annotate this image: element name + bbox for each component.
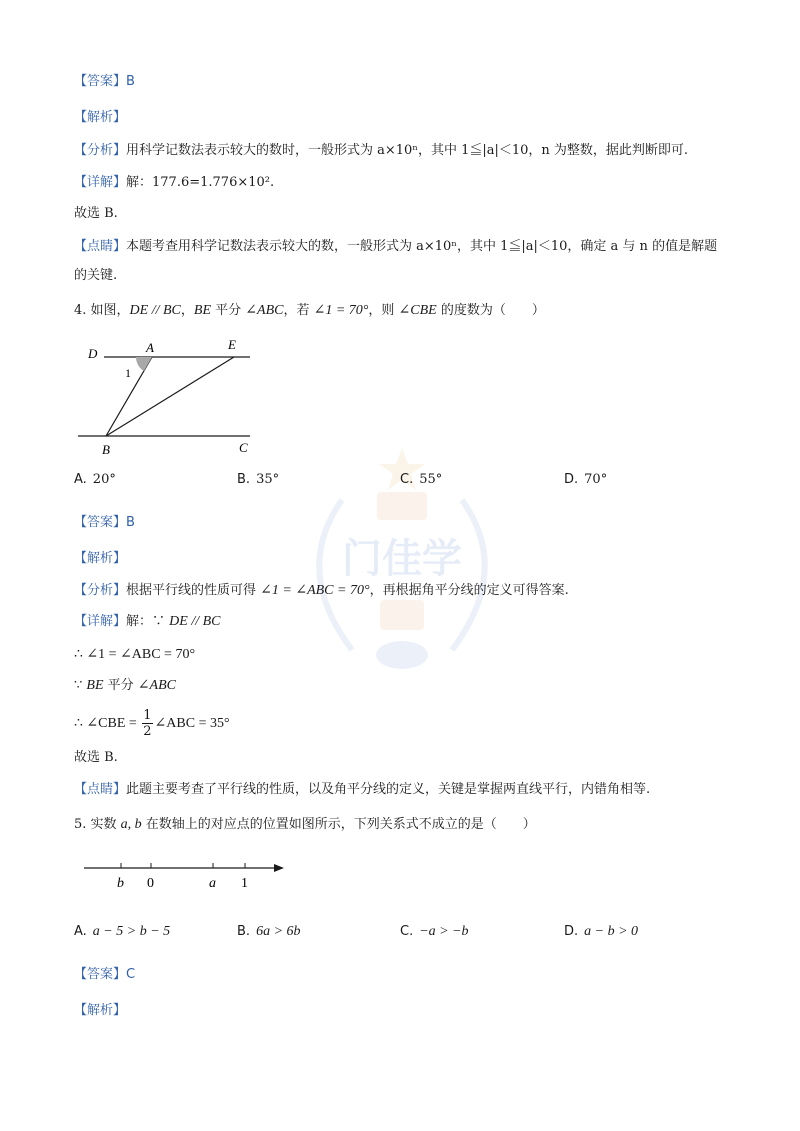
q4-fenxi-line bbox=[74, 581, 569, 601]
q3-detail-line bbox=[74, 173, 274, 193]
fenxi-pre: 根据平行线的性质可得 bbox=[126, 583, 261, 598]
label-c: C bbox=[239, 440, 248, 455]
detail-text: 解：∵ bbox=[126, 614, 170, 629]
step2-math-abc: ∠ABC bbox=[137, 678, 176, 693]
q4-step-1: ∴ ∠1 = ∠ABC = 70° bbox=[74, 647, 196, 662]
answer-value: B bbox=[126, 74, 135, 89]
q3-analysis-tag bbox=[74, 108, 126, 128]
q4-answer-line bbox=[74, 513, 135, 533]
q4-option-b[interactable] bbox=[237, 470, 279, 490]
option-letter: B. bbox=[237, 924, 251, 939]
option-letter: A. bbox=[74, 472, 87, 487]
q4-figure bbox=[74, 332, 264, 462]
comment-tag: 【点睛】 bbox=[74, 782, 127, 797]
axis-label-1: 1 bbox=[241, 876, 248, 891]
detail-text: 解：177.6=1.776×10². bbox=[126, 175, 275, 190]
q5-number-line bbox=[80, 854, 290, 894]
option-text: 6a > 6b bbox=[256, 924, 301, 939]
comment-text: 此题主要考查了平行线的性质，以及角平分线的定义，关键是掌握两直线平行，内错角相等. bbox=[126, 782, 651, 797]
q4-stem-sep3: ，若 bbox=[283, 303, 314, 318]
q3-comment-line1 bbox=[74, 237, 717, 257]
analysis-tag: 【解析】 bbox=[74, 551, 127, 566]
q5-analysis-tag bbox=[74, 1001, 126, 1021]
step3-pre: ∴ ∠CBE = bbox=[74, 716, 141, 731]
step2-pre: ∵ bbox=[74, 678, 87, 693]
option-letter: A. bbox=[74, 924, 87, 939]
q4-stem-prefix: 4. 如图， bbox=[74, 303, 130, 318]
q3-answer-line bbox=[74, 72, 135, 92]
label-1: 1 bbox=[125, 366, 131, 380]
svg-text:门佳学: 门佳学 bbox=[342, 536, 462, 582]
answer-tag: 【答案】 bbox=[74, 515, 127, 530]
q4-stem-math-angle1: ∠1 = 70° bbox=[313, 303, 369, 318]
step3-post: ∠ABC = 35° bbox=[154, 716, 230, 731]
fenxi-math: ∠1 = ∠ABC = 70° bbox=[260, 583, 370, 598]
q4-option-d[interactable] bbox=[564, 470, 607, 490]
answer-value: B bbox=[126, 515, 135, 530]
detail-tag: 【详解】 bbox=[74, 614, 127, 629]
q4-stem-sep1: ， bbox=[180, 303, 194, 318]
fenxi-tag: 【分析】 bbox=[74, 583, 127, 598]
fenxi-tag: 【分析】 bbox=[74, 143, 127, 158]
q5-stem-suffix: 在数轴上的对应点的位置如图所示，下列关系式不成立的是（ ） bbox=[141, 817, 536, 832]
fraction-denominator: 2 bbox=[143, 724, 152, 739]
q4-stem-sep4: ，则 bbox=[368, 303, 399, 318]
axis-label-b: b bbox=[117, 876, 124, 891]
fenxi-post: ，再根据角平分线的定义可得答案. bbox=[369, 583, 569, 598]
detail-tag: 【详解】 bbox=[74, 175, 127, 190]
q4-detail-line bbox=[74, 612, 221, 632]
fraction-numerator: 1 bbox=[143, 708, 152, 723]
q5-answer-line bbox=[74, 965, 135, 985]
option-text: 70° bbox=[584, 472, 608, 487]
step2-mid: 平分 bbox=[103, 678, 138, 693]
q5-stem bbox=[74, 815, 536, 835]
option-letter: C. bbox=[400, 924, 414, 939]
answer-value: C bbox=[126, 967, 136, 982]
q4-comment-line bbox=[74, 780, 650, 800]
q4-analysis-tag bbox=[74, 549, 126, 569]
label-b: B bbox=[102, 442, 110, 457]
axis-arrow-icon bbox=[274, 864, 284, 872]
q4-stem bbox=[74, 301, 545, 321]
q4-stem-suffix: 的度数为（ ） bbox=[436, 303, 545, 318]
option-text: a − b > 0 bbox=[584, 924, 639, 939]
q5-option-c[interactable] bbox=[400, 922, 469, 942]
q3-comment-line2: 的关键. bbox=[74, 268, 118, 283]
axis-label-a: a bbox=[209, 876, 216, 891]
q5-option-d[interactable] bbox=[564, 922, 638, 942]
answer-tag: 【答案】 bbox=[74, 967, 127, 982]
label-e: E bbox=[228, 337, 236, 352]
q4-stem-sep2: 平分 bbox=[211, 303, 246, 318]
q4-step-3 bbox=[74, 706, 230, 742]
option-text: 20° bbox=[92, 472, 116, 487]
analysis-tag: 【解析】 bbox=[74, 1003, 127, 1018]
comment-text-1: 本题考查用科学记数法表示较大的数，一般形式为 a×10ⁿ，其中 1≦|a|＜10，确定 a 与 n 的值是解题 bbox=[126, 239, 718, 254]
angle-1-mark bbox=[136, 357, 152, 371]
label-a: A bbox=[146, 340, 154, 355]
q4-option-a[interactable] bbox=[74, 470, 116, 490]
q4-choose-line: 故选 B. bbox=[74, 750, 118, 765]
q4-step-2 bbox=[74, 676, 176, 696]
fenxi-text: 用科学记数法表示较大的数时，一般形式为 a×10ⁿ，其中 1≦|a|＜10，n 为整数，据此判断即可. bbox=[126, 143, 689, 158]
option-letter: D. bbox=[564, 472, 579, 487]
fraction-half bbox=[142, 708, 152, 739]
detail-math: DE // BC bbox=[169, 614, 221, 629]
option-letter: B. bbox=[237, 472, 251, 487]
q4-stem-math-cbe: ∠CBE bbox=[398, 303, 437, 318]
option-text: 55° bbox=[419, 472, 443, 487]
q5-option-a[interactable] bbox=[74, 922, 170, 942]
q3-choose-line: 故选 B. bbox=[74, 206, 118, 221]
q4-stem-math-abc: ∠ABC bbox=[245, 303, 284, 318]
step2-math-be: BE bbox=[86, 678, 104, 693]
q5-stem-math: a, b bbox=[120, 817, 142, 832]
q3-fenxi-line bbox=[74, 141, 688, 161]
q5-stem-prefix: 5. 实数 bbox=[74, 817, 121, 832]
q4-stem-math-be: BE bbox=[193, 303, 212, 318]
option-letter: C. bbox=[400, 472, 414, 487]
comment-tag: 【点睛】 bbox=[74, 239, 127, 254]
option-text: 35° bbox=[256, 472, 280, 487]
axis-label-0: 0 bbox=[147, 876, 154, 891]
q5-option-b[interactable] bbox=[237, 922, 301, 942]
q4-option-c[interactable] bbox=[400, 470, 442, 490]
option-text: −a > −b bbox=[419, 924, 469, 939]
q4-stem-math-de-bc: DE // BC bbox=[129, 303, 181, 318]
option-text: a − 5 > b − 5 bbox=[92, 924, 171, 939]
label-d: D bbox=[88, 346, 98, 361]
option-letter: D. bbox=[564, 924, 579, 939]
analysis-tag: 【解析】 bbox=[74, 110, 127, 125]
answer-tag: 【答案】 bbox=[74, 74, 127, 89]
